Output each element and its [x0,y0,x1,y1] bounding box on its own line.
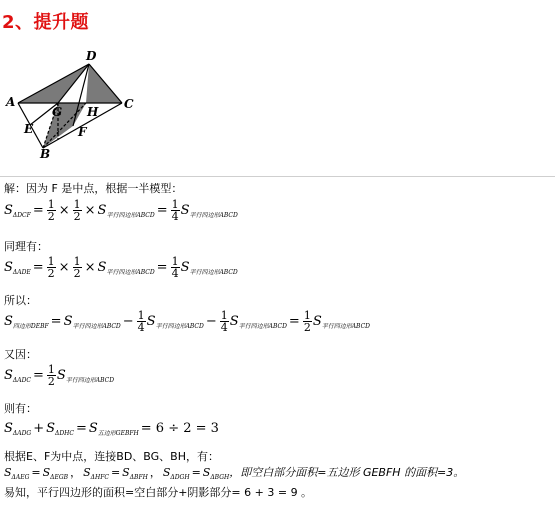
solution-line-3: 同理有： [4,240,48,253]
label-d: D [86,49,97,63]
label-e: E [24,122,34,136]
solution-line-9: 则有： [4,402,37,415]
label-f: F [78,125,87,139]
equation-debf: $S_{四边形DEBF} = S_{平行四边形ABCD}$ − $\frac{1}{4}$ $S_{平行四边形ABCD}$ − $\frac{1}{4}$ $S_{平行四边形ABCD}$ = $\frac{1}{2}$ $S_{平行四边形ABCD}$ [4,309,370,334]
parallelogram-figure [0,40,140,160]
solution-line-5: 所以： [4,294,37,307]
divider [0,176,555,177]
equation-adc: $S_{\Delta ADC}$ = $\frac{1}{2}$ $S_{平行四边形ABCD}$ [4,363,115,388]
solution-line-11: 根据E、F为中点，连接BD、BG、BH，有： [4,450,219,463]
label-h: H [87,105,99,119]
solution-line-13: 易知，平行四边形的面积=空白部分+阴影部分= 6 + 3 = 9 。 [4,486,313,499]
label-g: G [52,105,63,119]
problem-title: 2、提升题 [2,12,90,33]
equation-ade: $S_{\Delta ADE}$ = $\frac{1}{2}$ × $\frac{1}{2}$ × $S_{平行四边形ABCD}$ = $\frac{1}{4}$ $S_{平行四边形ABCD}$ [4,255,238,280]
equation-pentagon: $S_{\Delta ADG} + S_{\Delta DHC} = S_{五边形GEBFH} = 6 \div 2 = 3$ [4,421,219,437]
equation-dcf: $S_{\Delta DCF}$ = $\frac{1}{2}$ × $\frac{1}{2}$ × $S_{平行四边形ABCD}$ = $\frac{1}{4}$ $S_{平行四边形ABCD}$ [4,198,238,223]
solution-line-7: 又因： [4,348,37,361]
solution-line-1: 解：因为 F 是中点，根据一半模型： [4,182,183,195]
label-a: A [6,95,16,109]
label-c: C [124,97,134,111]
label-b: B [40,147,51,160]
equation-equalities: $S_{\Delta AEG} = S_{\Delta EGB}$ ， $S_{\Delta HFC} = S_{\Delta BFH}$ ， $S_{\Delta DGH} = S_{\Delta BGH}$，即空白部分面积=五边形 GEBFH 的面积=3。 [4,466,465,481]
